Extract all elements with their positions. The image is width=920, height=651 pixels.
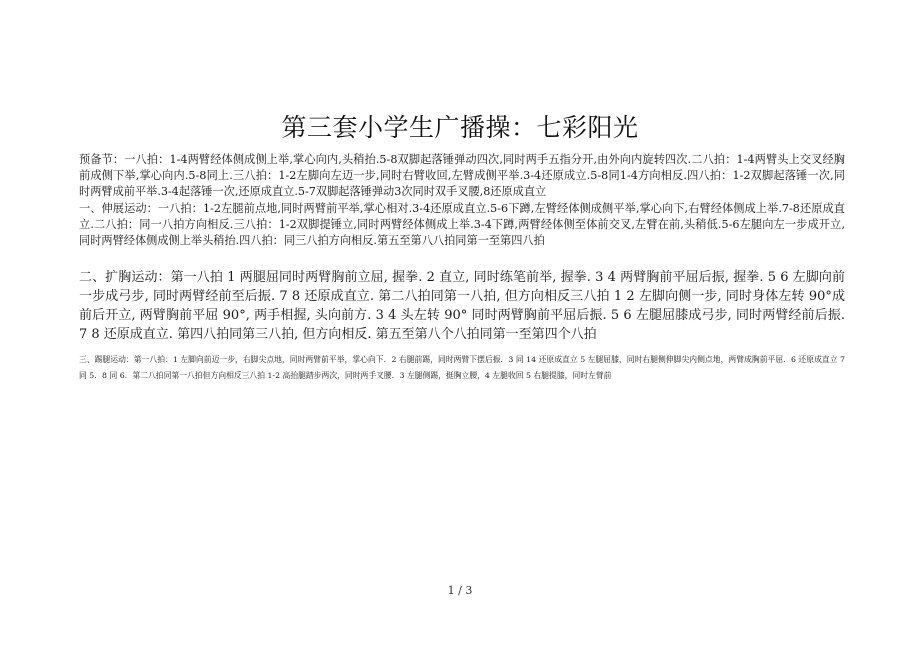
page-number: 1 / 3 xyxy=(447,584,473,597)
paragraph-preparation: 预备节：一八拍：1-4两臂经体侧成侧上举,掌心向内,头稍抬.5-8双脚起落锤弹动四次,同时两手五指分开,由外向内旋转四次.二八拍：1-4两臂头上交叉经胸前成侧下举,掌心向内.5-8同上.三八拍：1-2左脚向左迈一步,同时右臂收回,左臂成侧平举.3-4还原成立.5-8同1-4方向相反.四八拍：1-2双脚起落锤一次,同时两臂成前平举.3-4起落锤一次,还原成直立.5-7双脚起落锤弹动3次同时双手叉腰,8还原成直立 xyxy=(79,153,845,198)
paragraph-kick-exercise: 三、踢腿运动：第一八拍：1 左脚向前迈一步，右脚尖点地，同时两臂前平举，掌心向下．2 右腿前踢，同时两臂下摆后振．3 同 14 还原成直立 5 左腿屈膝，同时右腿侧伸脚尖内侧点地，两臂成胸前平屈．6 还原成直立 7 同 5．8 同 6．第二八拍同第一八拍但方向相反三八拍 1-2 高抬腿踏步两次，同时两手叉腰．3 左腿侧踢，挺胸立腰，4 左腿收回 5 右腿提膝，同时左臂前 xyxy=(79,355,845,380)
paragraph-chest-exercise: 二、扩胸运动：第一八拍 1 两腿屈同时两臂胸前立屈, 握拳. 2 直立, 同时练笔前举, 握拳. 3 4 两臂胸前平屈后振, 握拳. 5 6 左脚向前一步成弓步, 同时两臂经前至后振. 7 8 还原成直立. 第二八拍同第一八拍, 但方向相反三八拍 1 2 左脚向侧一步, 同时身体左转 90°成前后开立, 两臂胸前平屈 90°, 两手相握, 头向前方. 3 4 头左转 90° 同时两臂胸前平屈后振. 5 6 左腿屈膝成弓步, 同时两臂经前后振. 7 8 还原成直立. 第四八拍同第三八拍, 但方向相反. 第五至第八个八拍同第一至第四个八拍 xyxy=(79,270,845,342)
paragraph-stretch-exercise: 一、伸展运动：一八拍：1-2左腿前点地,同时两臂前平举,掌心相对.3-4还原成直立.5-6下蹲,左臂经体侧成侧平举,掌心向下,右臂经体侧成上举.7-8还原成直立.二八拍：同一八拍方向相反.三八拍：1-2双脚提锤立,同时两臂经体侧成上举.3-4下蹲,两臂经体侧至体前交叉,左臂在前,头稍低.5-6左腿向左一步成开立,同时两臂经体侧成侧上举头稍抬.四八拍：同三八拍方向相反.第五至第八八拍同第一至第四八拍 xyxy=(79,202,845,247)
document-title: 第三套小学生广播操：七彩阳光 xyxy=(281,113,639,142)
